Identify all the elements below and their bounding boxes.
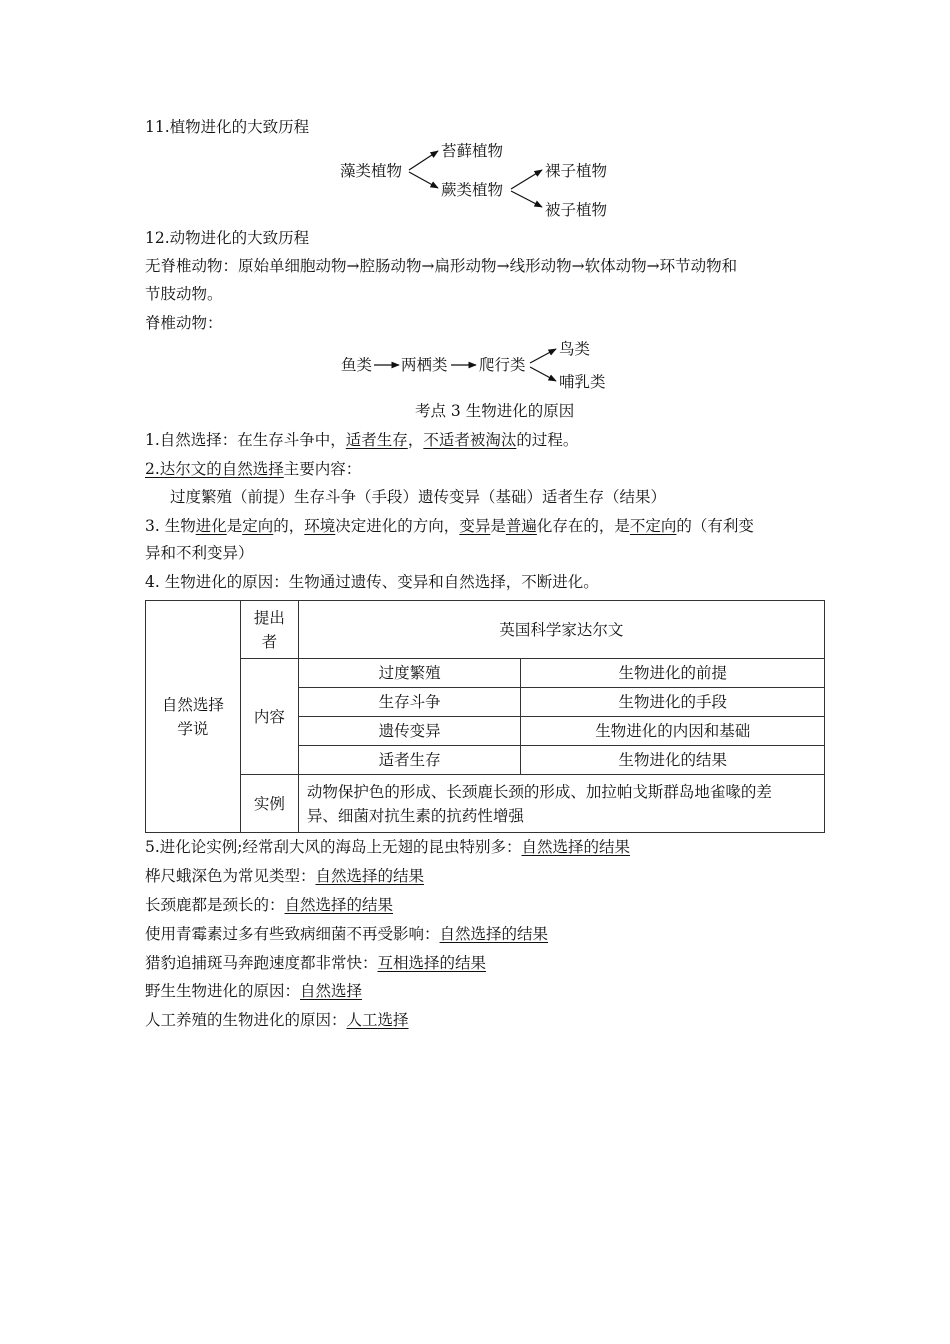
text: 长颈鹿都是颈长的： <box>145 896 285 914</box>
invertebrate-line-2: 节肢动物。 <box>145 285 223 303</box>
point-4: 4. 生物进化的原因：生物通过遗传、变异和自然选择，不断进化。 <box>145 573 599 591</box>
example-line <box>145 1010 409 1030</box>
theory-cell <box>146 601 241 833</box>
arrow-reptile-mammal <box>530 367 556 381</box>
plant-fern-label: 蕨类植物 <box>441 181 504 199</box>
text: 的， <box>273 517 305 535</box>
plant-algae-label: 藻类植物 <box>340 162 403 180</box>
invert-item: 软体动物 <box>584 257 647 275</box>
text: 提出 <box>253 608 285 627</box>
underlined-answer: 人工选择 <box>346 1011 409 1029</box>
text: 5.进化论实例;经常刮大风的海岛上无翅的昆虫特别多： <box>145 838 522 856</box>
point-1 <box>145 430 578 450</box>
example-cell <box>298 775 824 833</box>
text: 1.自然选择：在生存斗争中， <box>145 431 346 449</box>
content-key-cell: 生存斗争 <box>298 688 521 717</box>
animal-mammal-label: 哺乳类 <box>559 373 606 391</box>
text: 是 <box>226 517 243 535</box>
text: 使用青霉素过多有些致病细菌不再受影响： <box>145 925 440 943</box>
underlined-answer: 自然选择的结果 <box>439 925 549 943</box>
arrow-icon: → <box>646 257 660 275</box>
underlined-text: 普遍 <box>505 517 537 535</box>
invert-item: 原始单细胞动物 <box>238 257 347 275</box>
text: 决定进化的方向， <box>335 517 460 535</box>
text: 自然选择 <box>161 695 224 714</box>
example-line <box>145 866 424 886</box>
animal-reptile-label: 爬行类 <box>479 356 526 374</box>
content-key-cell: 过度繁殖 <box>298 659 521 688</box>
underlined-answer: 自然选择的结果 <box>315 867 425 885</box>
underlined-answer: 自然选择的结果 <box>521 838 631 856</box>
animal-bird-label: 鸟类 <box>559 340 591 358</box>
text: 的（有利变 <box>676 517 754 535</box>
text: 异、细菌对抗生素的抗药性增强 <box>306 806 524 825</box>
point-2-detail: 过度繁殖（前提）生存斗争（手段）遗传变异（基础）适者生存（结果） <box>170 488 667 506</box>
section-11-title: 11.植物进化的大致历程 <box>145 118 310 136</box>
underlined-text: 定向 <box>242 517 274 535</box>
underlined-text: 适者生存 <box>345 431 408 449</box>
content-value-cell: 生物进化的结果 <box>521 746 825 775</box>
text: 学说 <box>177 719 209 738</box>
plant-angiosperm-label: 被子植物 <box>545 201 608 219</box>
arrow-reptile-bird <box>530 349 556 363</box>
vertebrate-label: 脊椎动物： <box>145 314 223 332</box>
plant-gymnosperm-label: 裸子植物 <box>545 162 608 180</box>
content-value-cell: 生物进化的前提 <box>521 659 825 688</box>
underlined-text: 不定向 <box>629 517 677 535</box>
invert-item: 环节动物和 <box>659 257 738 275</box>
example-line <box>145 953 486 973</box>
point-2 <box>145 459 361 479</box>
invert-item: 腔肠动物 <box>359 257 422 275</box>
section-heading: 考点 3 生物进化的原因 <box>415 402 575 420</box>
underlined-answer: 互相选择的结果 <box>377 954 487 972</box>
arrow-algae-moss <box>409 151 438 170</box>
text: 化存在的，是 <box>536 517 630 535</box>
text: 动物保护色的形成、长颈鹿长颈的形成、加拉帕戈斯群岛地雀喙的差 <box>306 782 772 801</box>
point-3-line-2: 异和不利变异） <box>145 544 254 562</box>
proposer-label-cell <box>240 601 298 659</box>
underlined-text: 进化 <box>195 517 227 535</box>
content-key-cell: 适者生存 <box>298 746 521 775</box>
content-value-cell: 生物进化的内因和基础 <box>521 717 825 746</box>
animal-fish-label: 鱼类 <box>341 356 373 374</box>
underlined-text: 2.达尔文的自然选择 <box>145 460 284 478</box>
example-line <box>145 981 362 1001</box>
underlined-answer: 自然选择的结果 <box>284 896 394 914</box>
text: 桦尺蛾深色为常见类型： <box>145 867 316 885</box>
section-12-title: 12.动物进化的大致历程 <box>145 229 310 247</box>
underlined-text: 环境 <box>304 517 336 535</box>
content-label-cell: 内容 <box>240 659 298 775</box>
animal-amphibian-label: 两栖类 <box>401 356 448 374</box>
arrow-icon: → <box>496 257 510 275</box>
text: 是 <box>490 517 506 535</box>
underlined-answer: 自然选择 <box>300 982 363 1000</box>
invert-item: 扁形动物 <box>434 257 497 275</box>
underlined-text: 变异 <box>459 517 491 535</box>
text: 者 <box>261 632 278 651</box>
example-label-cell: 实例 <box>240 775 298 833</box>
natural-selection-table <box>145 600 825 833</box>
arrow-icon: → <box>571 257 585 275</box>
plant-moss-label: 苔藓植物 <box>441 142 504 160</box>
text: 猎豹追捕斑马奔跑速度都非常快： <box>145 954 378 972</box>
text: 的过程。 <box>516 431 579 449</box>
underlined-text: 不适者被淘汰 <box>423 431 517 449</box>
example-line <box>145 924 548 944</box>
arrow-icon: → <box>421 257 435 275</box>
content-key-cell: 遗传变异 <box>298 717 521 746</box>
invert-item: 线形动物 <box>509 257 572 275</box>
arrow-icon: → <box>346 257 360 275</box>
arrow-fern-gymnosperm <box>511 170 542 189</box>
example-line <box>145 895 393 915</box>
text: 人工养殖的生物进化的原因： <box>145 1011 347 1029</box>
content-value-cell: 生物进化的手段 <box>521 688 825 717</box>
example-line <box>145 837 630 857</box>
arrow-algae-fern <box>409 172 438 188</box>
text: 3. 生物 <box>145 517 196 535</box>
proposer-cell: 英国科学家达尔文 <box>298 601 824 659</box>
arrow-fern-angiosperm <box>511 191 542 207</box>
point-3 <box>145 516 754 536</box>
text: 野生生物进化的原因： <box>145 982 301 1000</box>
text: ， <box>407 431 424 449</box>
text: 主要内容： <box>283 460 362 478</box>
invertebrate-label: 无脊椎动物： <box>145 257 239 275</box>
